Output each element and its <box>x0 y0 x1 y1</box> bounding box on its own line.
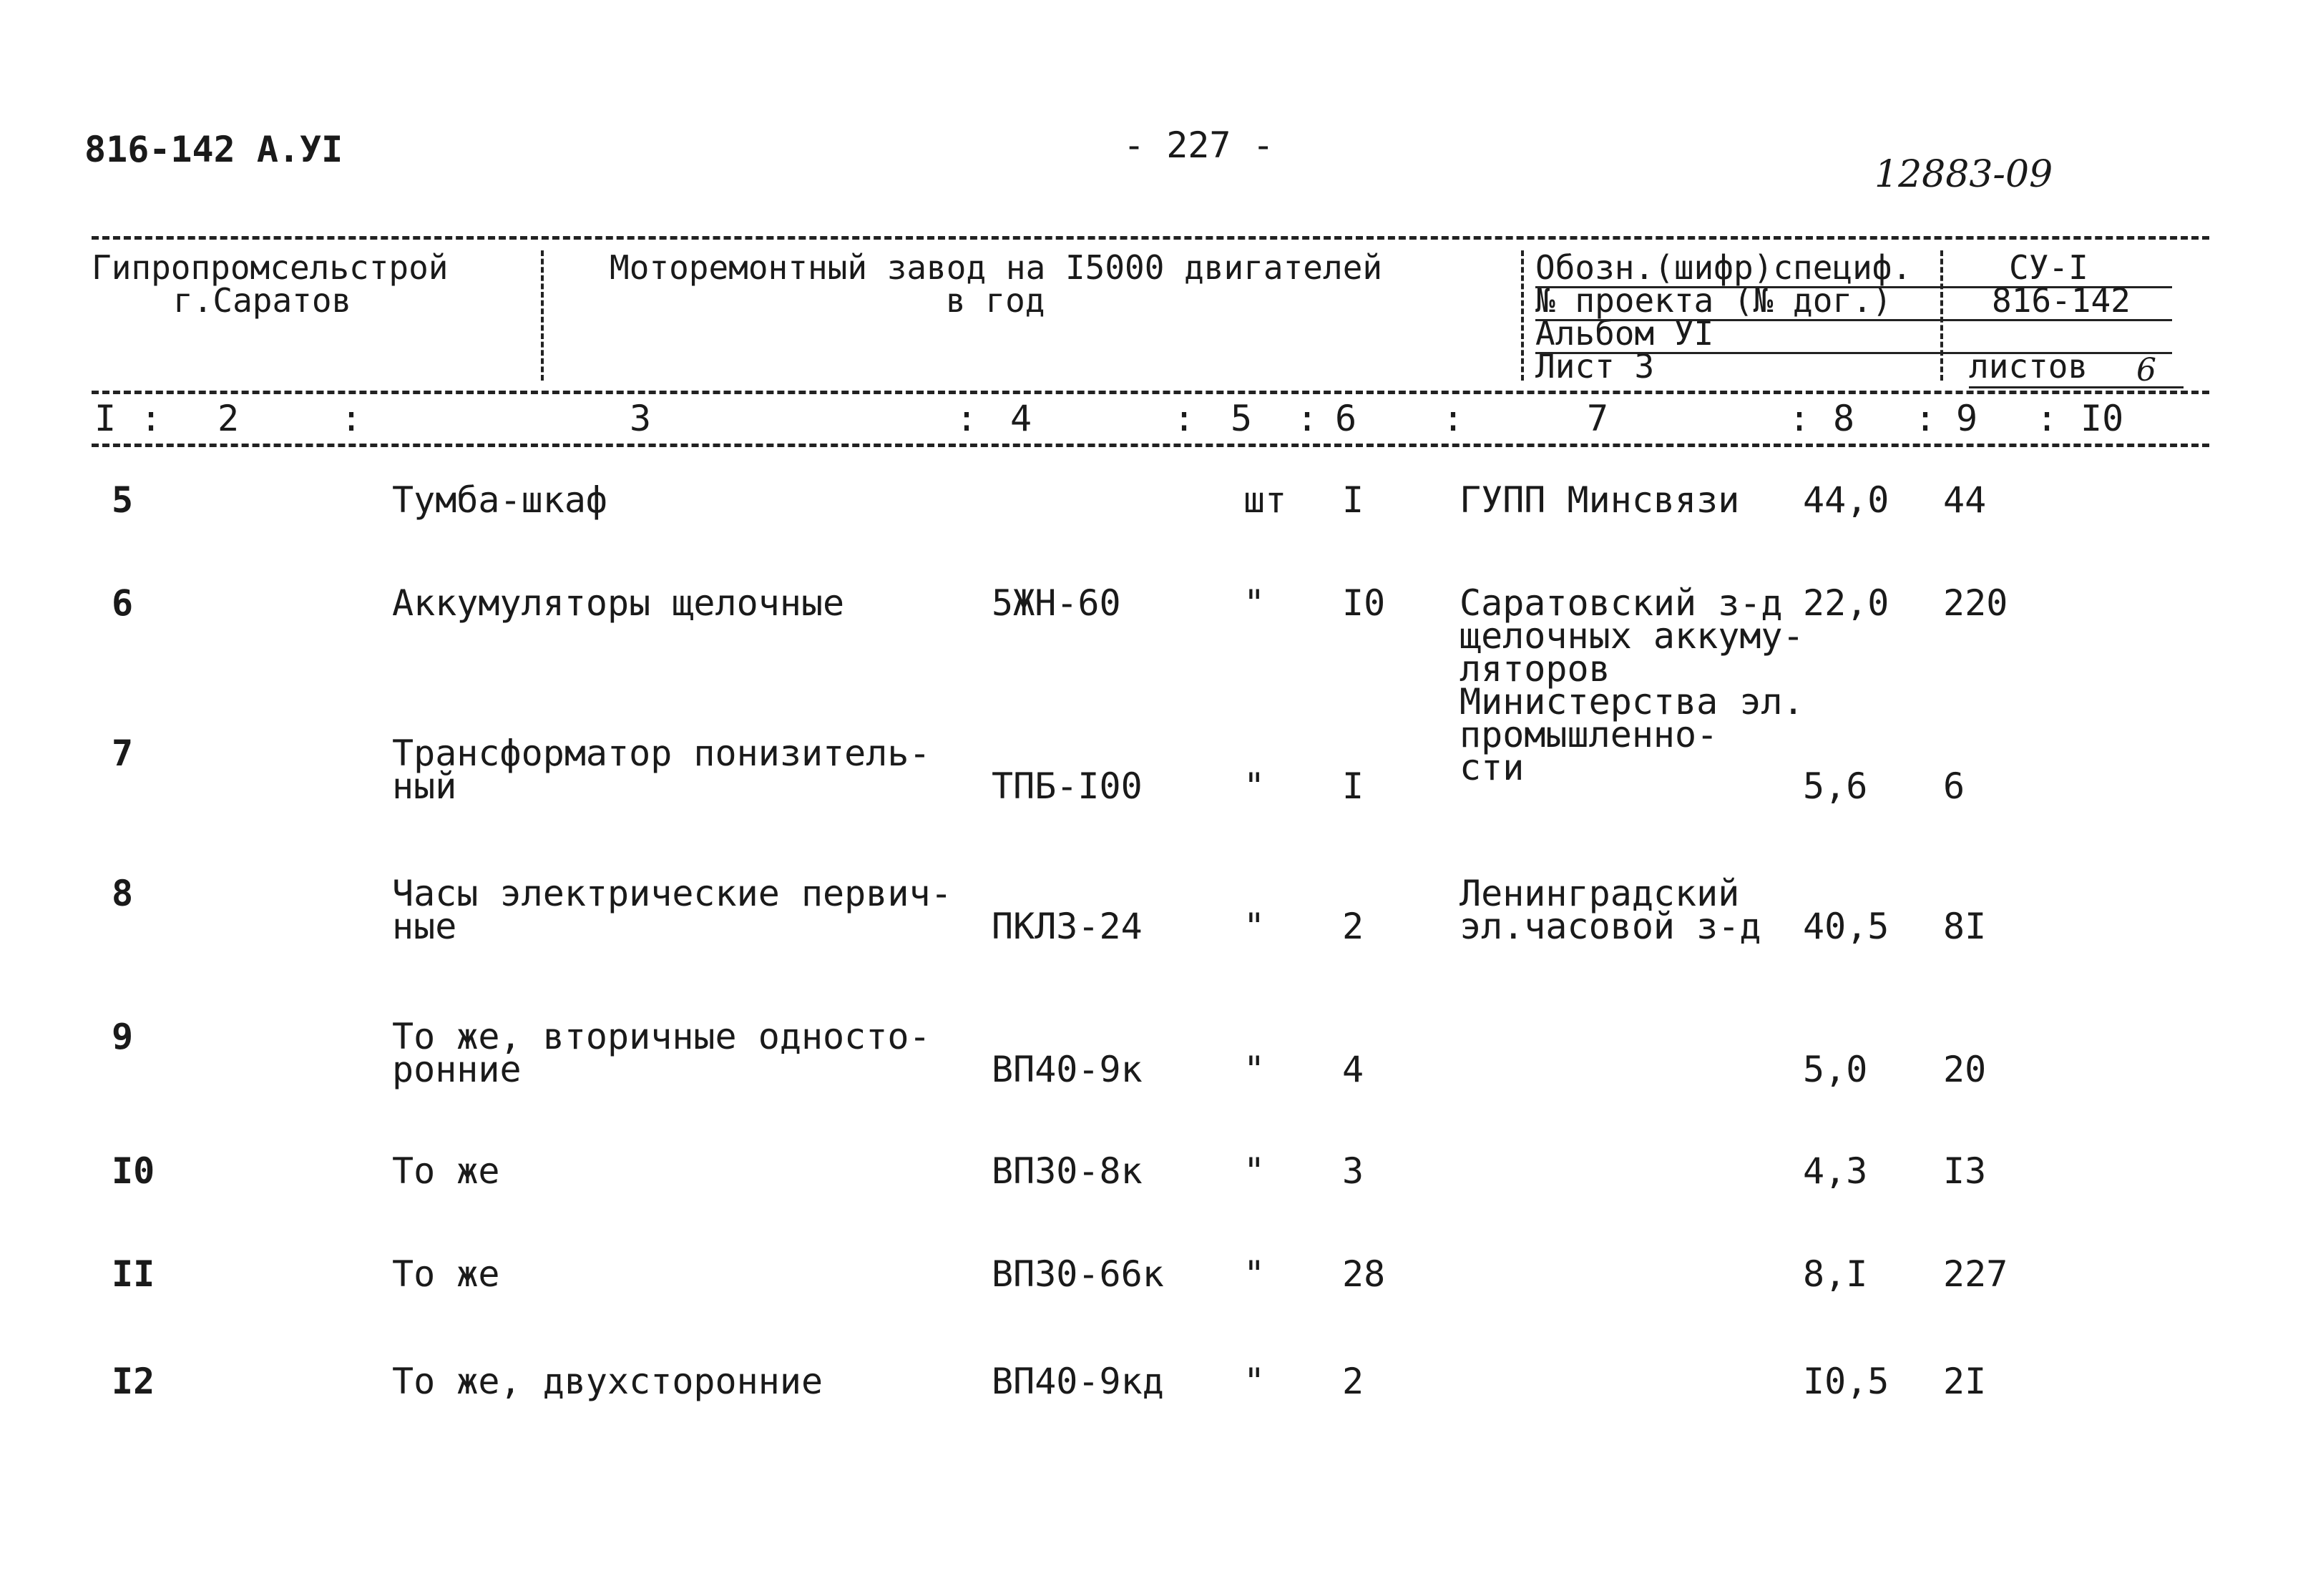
position-number: II <box>112 1253 155 1295</box>
page-number: - 227 - <box>1123 124 1274 166</box>
position-number: I2 <box>112 1361 155 1402</box>
stamp-number: 12883-09 <box>1874 153 2053 196</box>
column-number: 6 <box>1335 398 1357 439</box>
item-unit: " <box>1243 906 1266 947</box>
item-total: 20 <box>1943 1049 1987 1090</box>
column-separator: : <box>341 398 363 439</box>
item-name: ные <box>392 906 457 947</box>
document-code: 816-142 А.УI <box>84 129 343 170</box>
column-separator: : <box>1173 398 1196 439</box>
item-name: Аккумуляторы щелочные <box>392 582 845 624</box>
item-name: ный <box>392 765 457 807</box>
item-unit: " <box>1243 1361 1266 1402</box>
spec-label: Обозн.(шифр)специф. <box>1535 248 1912 287</box>
title-block-divider-2 <box>1521 250 1524 381</box>
title-block-divider-3 <box>1940 250 1943 381</box>
item-supplier: ляторов <box>1460 648 1610 690</box>
project-no-value: 816-142 <box>1992 281 2131 320</box>
item-name: То же, вторичные односто- <box>392 1016 931 1057</box>
title-block-divider-1 <box>541 250 544 381</box>
item-name: То же, двухсторонние <box>392 1361 823 1402</box>
org-city: г.Саратов <box>173 281 352 320</box>
item-quantity: 3 <box>1342 1150 1364 1192</box>
item-price: 5,0 <box>1803 1049 1868 1090</box>
column-separator: : <box>1296 398 1319 439</box>
sheet-label: Лист 3 <box>1535 347 1655 386</box>
item-total: 227 <box>1943 1253 2008 1295</box>
item-supplier: Министерства эл. <box>1460 681 1804 723</box>
column-header-bottom-rule <box>92 444 2209 447</box>
item-name: То же <box>392 1253 500 1295</box>
column-separator: : <box>2036 398 2058 439</box>
item-supplier: сти <box>1460 747 1525 788</box>
item-type: 5ЖН-60 <box>992 582 1121 624</box>
position-number: 5 <box>112 479 134 521</box>
column-number: 4 <box>1010 398 1032 439</box>
sheets-underline <box>1969 386 2184 388</box>
item-unit: " <box>1243 765 1266 807</box>
org-name: Гипропромсельстрой <box>92 248 449 287</box>
item-type: ВП40-9кд <box>992 1361 1164 1402</box>
position-number: 9 <box>112 1016 134 1057</box>
item-type: ПКЛЗ-24 <box>992 906 1143 947</box>
item-quantity: 4 <box>1342 1049 1364 1090</box>
item-supplier: эл.часовой з-д <box>1460 906 1761 947</box>
column-number: 7 <box>1587 398 1609 439</box>
item-quantity: 2 <box>1342 1361 1364 1402</box>
item-price: 5,6 <box>1803 765 1868 807</box>
item-price: 40,5 <box>1803 906 1889 947</box>
item-supplier: щелочных аккуму- <box>1460 615 1804 657</box>
item-supplier: Ленинградский <box>1460 873 1740 914</box>
position-number: 6 <box>112 582 134 624</box>
item-total: 44 <box>1943 479 1987 521</box>
column-number: 9 <box>1956 398 1978 439</box>
position-number: 7 <box>112 733 134 774</box>
position-number: 8 <box>112 873 134 914</box>
item-unit: " <box>1243 1253 1266 1295</box>
item-unit: шт <box>1243 479 1287 521</box>
item-total: 2I <box>1943 1361 1987 1402</box>
item-price: I0,5 <box>1803 1361 1889 1402</box>
column-number: 3 <box>630 398 652 439</box>
sheets-value: 6 <box>2136 352 2156 388</box>
item-unit: " <box>1243 1150 1266 1192</box>
item-supplier: промышленно- <box>1460 714 1718 755</box>
item-quantity: I <box>1342 479 1364 521</box>
item-quantity: 2 <box>1342 906 1364 947</box>
album-label: Альбом УI <box>1535 314 1714 353</box>
item-name: Тумба-шкаф <box>392 479 608 521</box>
item-unit: " <box>1243 1049 1266 1090</box>
item-price: 8,I <box>1803 1253 1868 1295</box>
column-separator: : <box>1442 398 1465 439</box>
item-total: 220 <box>1943 582 2008 624</box>
column-separator: : <box>1789 398 1811 439</box>
project-title: Моторемонтный завод на I5000 двигателей <box>610 248 1383 287</box>
project-title-line2: в год <box>946 281 1045 320</box>
item-quantity: I <box>1342 765 1364 807</box>
item-type: ВП30-66к <box>992 1253 1164 1295</box>
column-number: 8 <box>1833 398 1855 439</box>
item-name: Трансформатор понизитель- <box>392 733 931 774</box>
column-number: I <box>94 398 117 439</box>
item-quantity: 28 <box>1342 1253 1386 1295</box>
column-header-top-rule <box>92 391 2209 394</box>
project-no-label: № проекта (№ дог.) <box>1535 281 1892 320</box>
column-separator: : <box>1915 398 1937 439</box>
item-type: ВП30-8к <box>992 1150 1143 1192</box>
title-block-top-rule <box>92 236 2209 240</box>
item-name: То же <box>392 1150 500 1192</box>
item-total: I3 <box>1943 1150 1987 1192</box>
spec-value: СУ-I <box>2009 248 2088 287</box>
item-quantity: I0 <box>1342 582 1386 624</box>
column-separator: : <box>140 398 162 439</box>
item-type: ВП40-9к <box>992 1049 1143 1090</box>
column-number: I0 <box>2081 398 2124 439</box>
item-total: 6 <box>1943 765 1965 807</box>
position-number: I0 <box>112 1150 155 1192</box>
item-unit: " <box>1243 582 1266 624</box>
item-type: ТПБ-I00 <box>992 765 1143 807</box>
item-price: 4,3 <box>1803 1150 1868 1192</box>
item-name: ронние <box>392 1049 522 1090</box>
item-name: Часы электрические первич- <box>392 873 952 914</box>
item-price: 22,0 <box>1803 582 1889 624</box>
item-total: 8I <box>1943 906 1987 947</box>
column-separator: : <box>956 398 978 439</box>
item-price: 44,0 <box>1803 479 1889 521</box>
column-number: 2 <box>217 398 240 439</box>
item-supplier: ГУПП Минсвязи <box>1460 479 1740 521</box>
column-number: 5 <box>1231 398 1253 439</box>
item-supplier: Саратовский з-д <box>1460 582 1783 624</box>
sheets-label: листов <box>1969 347 2088 386</box>
